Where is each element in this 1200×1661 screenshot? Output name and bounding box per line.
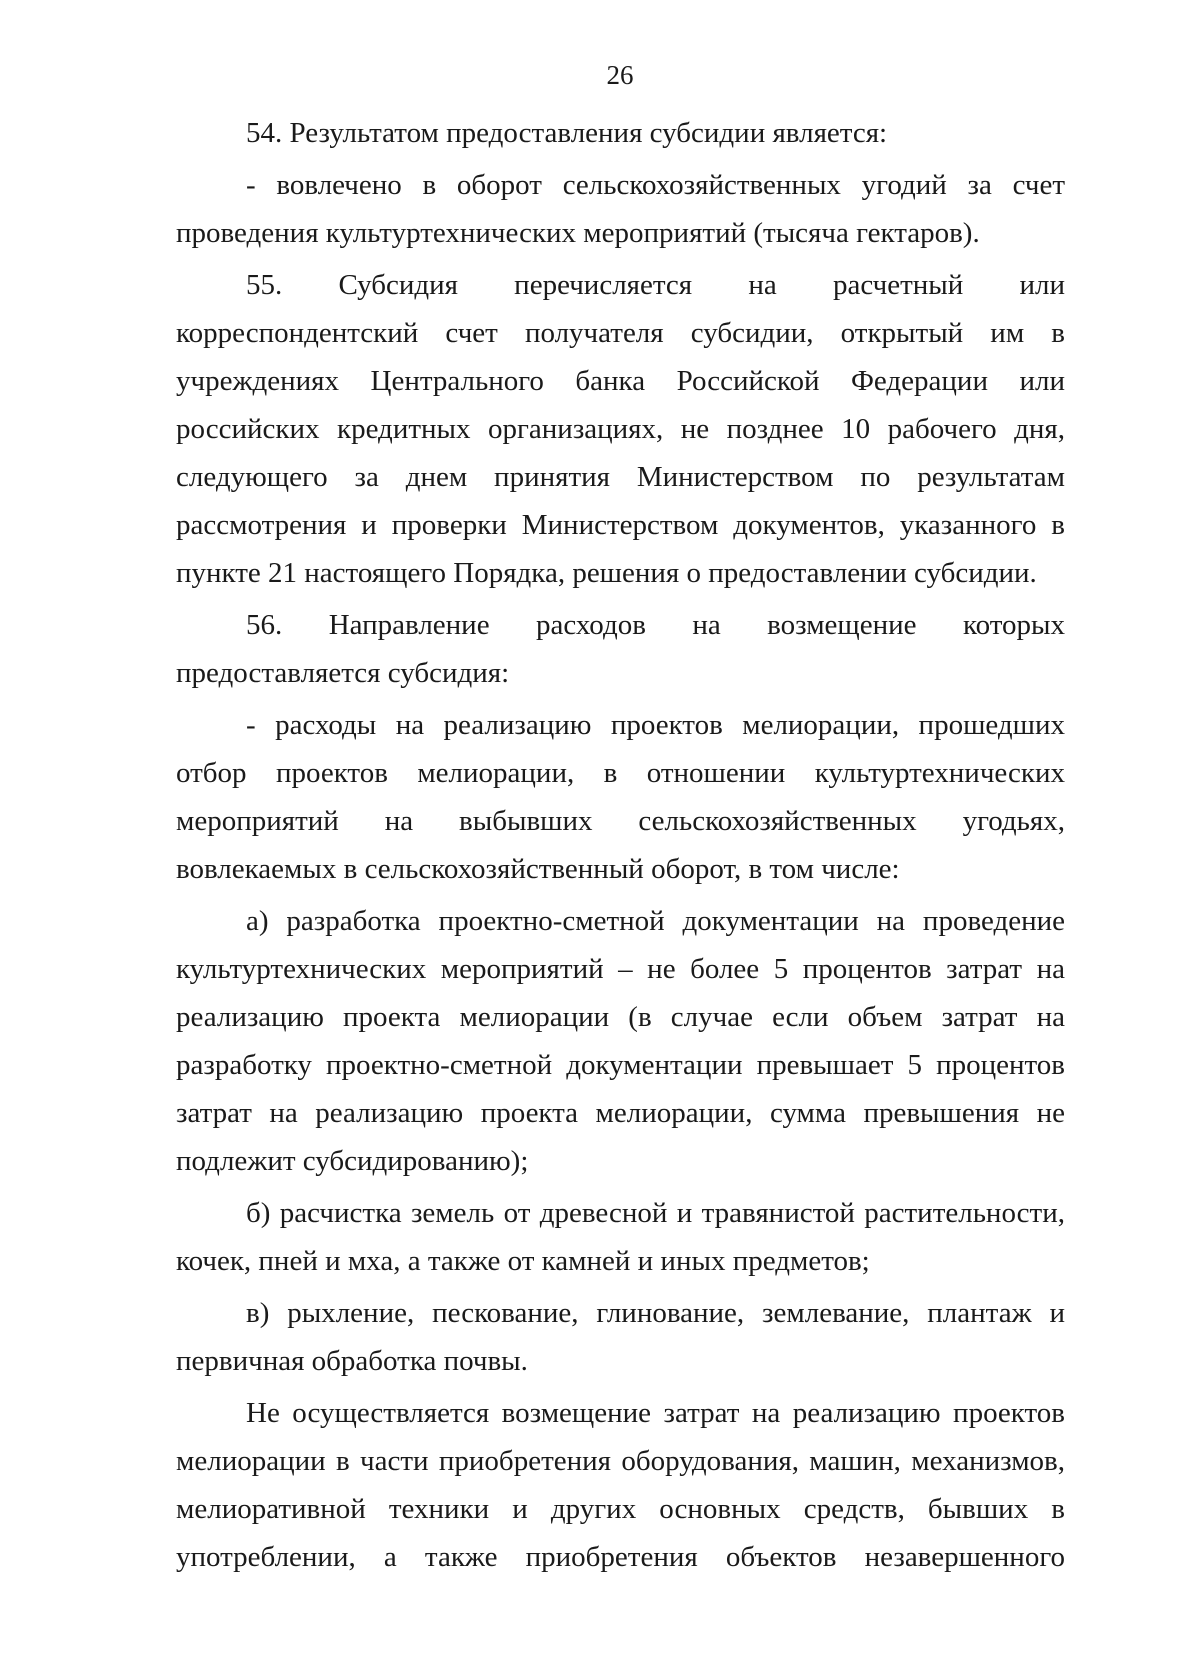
paragraph-54: 54. Результатом предоставления субсидии является: [246, 117, 888, 149]
document-body [176, 109, 1065, 1585]
paragraph-56-expenses-item: - расходы на реализацию проектов мелиорации, прошедших отбор проектов мелиорации, в отношении культуртехнических мероприятий на выбывших сельскохозяйственных угодьях, вовлекаемых в сельскохозяйственный оборот, в том числе: [176, 709, 1065, 885]
paragraph-56-item-a: а) разработка проектно-сметной документации на проведение культуртехнических мероприятий – не более 5 процентов затрат на реализацию проекта мелиорации (в случае если объем затрат на разработку проектно-сметной документации превышает 5 процентов затрат на реализацию проекта мелиорации, сумма превышения не подлежит субсидированию); [176, 905, 1065, 1177]
paragraph-56: 56. Направление расходов на возмещение которых предоставляется субсидия: [176, 609, 1065, 689]
paragraph-55: 55. Субсидия перечисляется на расчетный или корреспондентский счет получателя субсидии, открытый им в учреждениях Центрального банка Российской Федерации или российских кредитных организациях, не позднее 10 рабочего дня, следующего за днем принятия Министерством по результатам рассмотрения и проверки Министерством документов, указанного в пункте 21 настоящего Порядка, решения о предоставлении субсидии. [176, 269, 1065, 589]
paragraph-56-item-b: б) расчистка земель от древесной и травянистой растительности, кочек, пней и мха, а также от камней и иных предметов; [176, 1197, 1065, 1277]
paragraph-54-result-item: - вовлечено в оборот сельскохозяйственных угодий за счет проведения культуртехнических мероприятий (тысяча гектаров). [176, 169, 1065, 249]
paragraph-exclusions: Не осуществляется возмещение затрат на реализацию проектов мелиорации в части приобретения оборудования, машин, механизмов, мелиоративной техники и других основных средств, бывших в употреблении, а также приобретения объектов незавершенного [176, 1397, 1065, 1573]
paragraph-56-item-v: в) рыхление, пескование, глинование, землевание, плантаж и первичная обработка почвы. [176, 1297, 1065, 1377]
page-number: 26 [606, 60, 634, 90]
